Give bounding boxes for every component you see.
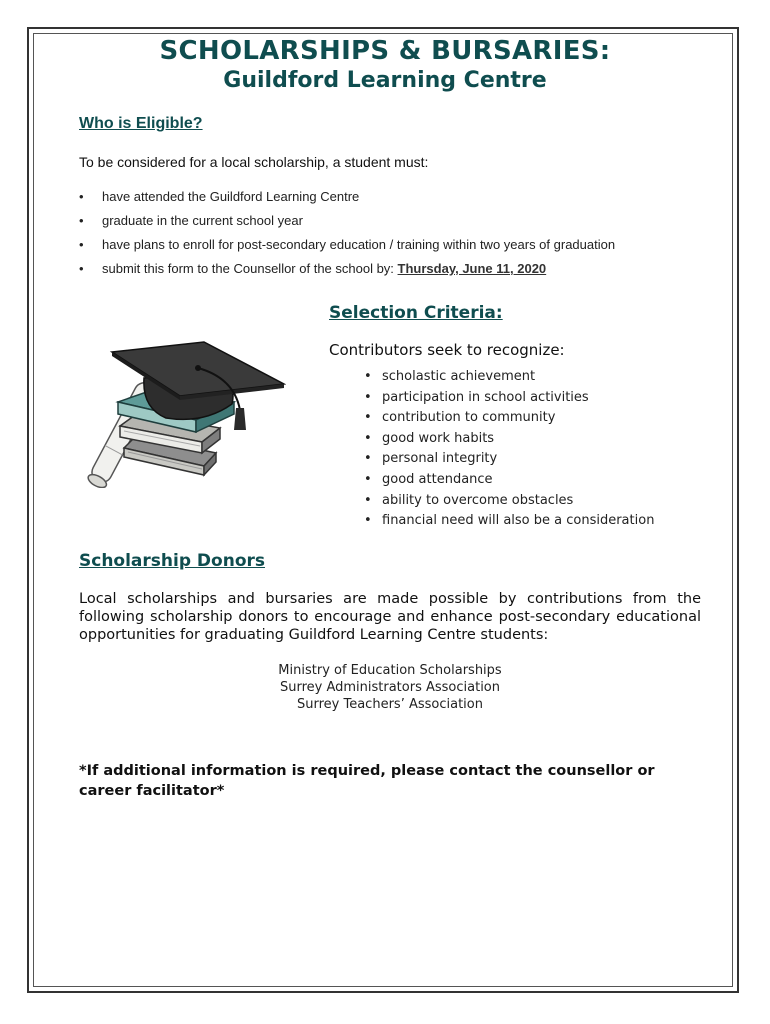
list-item	[79, 236, 719, 260]
list-item-text: good attendance	[382, 471, 493, 487]
bullet-icon: •	[364, 492, 372, 508]
eligibility-intro: To be considered for a local scholarship, a student must:	[79, 154, 429, 170]
deadline-date: Thursday, June 11, 2020	[397, 261, 547, 276]
list-item	[364, 492, 724, 513]
list-item	[364, 512, 724, 533]
list-item	[364, 430, 724, 451]
list-item-text: financial need will also be a consideration	[382, 513, 655, 529]
bullet-icon: •	[79, 261, 84, 276]
list-item	[364, 450, 724, 471]
donors-list	[79, 662, 701, 713]
list-item: Ministry of Education Scholarships	[278, 663, 502, 678]
list-item-text: have plans to enroll for post-secondary education / training within two years of graduation	[102, 237, 616, 252]
list-item	[79, 188, 719, 212]
bullet-icon: •	[364, 410, 372, 426]
list-item	[364, 368, 724, 389]
bullet-icon: •	[79, 237, 84, 252]
page-title: SCHOLARSHIPS & BURSARIES:	[159, 36, 611, 66]
selection-criteria-list	[364, 368, 724, 533]
list-item	[79, 212, 719, 236]
list-item	[364, 471, 724, 492]
bullet-icon: •	[364, 389, 372, 405]
list-item-text: participation in school activities	[382, 389, 589, 405]
list-item-text: have attended the Guildford Learning Centre	[102, 189, 360, 204]
donors-paragraph: Local scholarships and bursaries are made possible by contributions from the following scholarship donors to encourage and enhance post-secondary educational opportunities for graduating Guildford Learning Centre students:	[79, 591, 701, 643]
bullet-icon: •	[364, 471, 372, 487]
list-item-text: graduate in the current school year	[102, 213, 303, 228]
bullet-icon: •	[364, 430, 372, 446]
list-item	[79, 260, 719, 284]
footer-note: *If additional information is required, please contact the counsellor or career facilitator*	[79, 763, 655, 799]
bullet-icon: •	[79, 189, 84, 204]
list-item	[364, 409, 724, 430]
eligibility-list	[79, 188, 719, 284]
selection-criteria-intro: Contributors seek to recognize:	[329, 341, 565, 359]
list-item-text: good work habits	[382, 430, 495, 446]
list-item-text: personal integrity	[382, 451, 498, 467]
list-item: Surrey Teachers’ Association	[297, 697, 483, 712]
eligibility-heading: Who is Eligible?	[79, 115, 203, 132]
bullet-icon: •	[364, 513, 372, 529]
list-item-text: scholastic achievement	[382, 369, 536, 384]
list-item	[364, 389, 724, 410]
page-subtitle: Guildford Learning Centre	[223, 68, 547, 93]
bullet-icon: •	[364, 451, 372, 467]
list-item-text: submit this form to the Counsellor of the school by:	[102, 261, 394, 276]
graduation-cap-books-diploma-icon	[84, 338, 286, 488]
bullet-icon: •	[364, 369, 372, 384]
donors-heading: Scholarship Donors	[79, 551, 265, 571]
bullet-icon: •	[79, 213, 84, 228]
selection-criteria-heading: Selection Criteria:	[329, 303, 503, 323]
list-item-text: contribution to community	[382, 410, 556, 426]
list-item: Surrey Administrators Association	[279, 680, 501, 695]
list-item-text: ability to overcome obstacles	[382, 492, 574, 508]
